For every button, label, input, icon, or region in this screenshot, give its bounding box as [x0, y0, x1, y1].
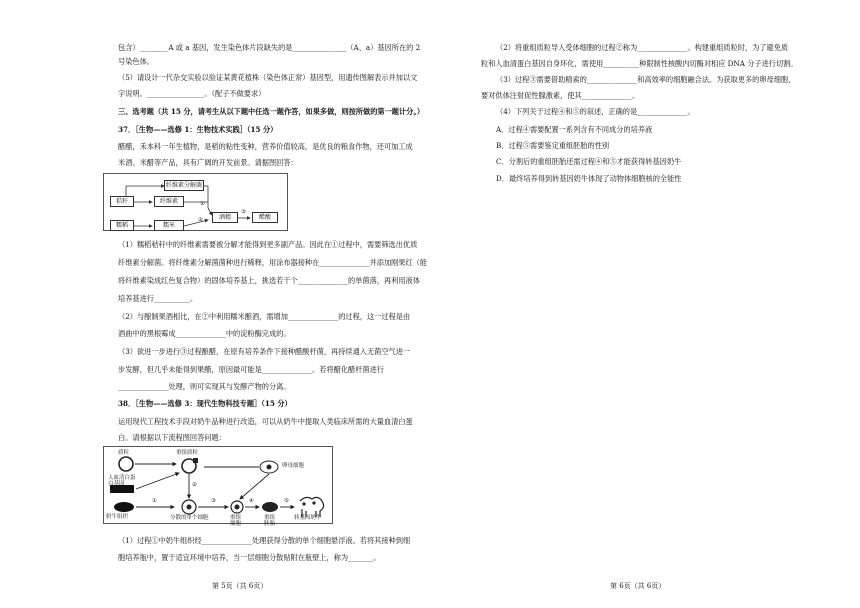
transgenic-cow-label: 转基因奶牛 [294, 515, 322, 521]
text-line: 粒和人血清蛋白基因自身环化，需使用__________种限制性核酸内切酶对相应 DNA 分子进行切割。 [481, 59, 798, 68]
oocyte-label: 卵母细胞 [282, 463, 305, 469]
text-line: 米酒、米醋等产品，具有广阔的开发前景。请据图回答： [118, 158, 298, 167]
question-heading: 37．［生物——选修 1：生物技术实践］（15 分） [118, 125, 278, 134]
step-label: ③ [211, 498, 216, 504]
choice-a: A．过程④需要配置一系列含有不同成分的培养液 [496, 125, 653, 134]
text-line: 培养基进行__________。 [118, 294, 198, 303]
step-label: ① [200, 201, 205, 207]
cellulase-bacteria-box: 纤维素分解菌 [165, 182, 202, 189]
text-line: （3）过程③需要借助精索的______________和高效率的细胞融合法。为获取更多的卵母细胞， [496, 75, 796, 84]
text-line: 将纤维素染成红色复合物）的固体培养基上，挑选若干个______________的单菌落，再利用液体 [118, 276, 420, 285]
text-line: （3）欲进一步进行③过程酿醋，在原有培养条件下接种醋酸杆菌，再持续通入无菌空气进一 [118, 347, 411, 356]
step-label: ④ [249, 498, 254, 504]
text-line: 包含）________A 或 a 基因，发生染色体片段缺失的是_______________（A、a）基因所在的 2 [118, 43, 421, 52]
fermentation-flow-diagram [103, 173, 288, 231]
section-heading: 三、选考题（共 15 分，请考生从以下题中任选一题作答，如果多做，则按所做的第一题计分。） [118, 107, 425, 116]
step-label: ② [192, 482, 197, 488]
page-number-right: 第 6页（共 6页） [610, 582, 666, 590]
cow-tissue-label: 奶牛组织 [106, 514, 129, 520]
text-line: （1）过程①中奶牛组织经______________处理获得分散的单个细胞悬浮液。若将其接种到细 [118, 536, 411, 545]
text-line: 醋醋，禾本科一年生植物，是稻的粘性变种，营养价值较高，是优良的粮食作物，还可加工成 [118, 142, 413, 151]
cellulose-box: 纤维素 [154, 196, 184, 207]
page-number-left: 第 5页（共 6页） [212, 582, 268, 590]
step-label: ② [198, 217, 203, 223]
acetic-acid-box: 醋酸 [252, 212, 278, 223]
step-label: ⑤ [284, 498, 289, 504]
text-line: 白。请根据以下流程图回答问题： [118, 433, 226, 442]
text-line: 纤维素分解菌。将纤维素分解菌菌种进行稀释，用涂布器接种在______________并添加刚果红（能 [118, 258, 428, 267]
text-line: （2）与酿制果酒相比，在②中利用糯米酿酒，需增加______________的过程，这一过程是由 [118, 312, 411, 321]
text-line: 要对供体注射促性腺激素，使其______________。 [481, 91, 640, 100]
text-line: （1）糯稻秸秆中的纤维素需要被分解才能得到更多副产品。因此在①过程中，需要筛选出优质 [118, 240, 418, 249]
text-line: 酒曲中的黑根霉成______________中的淀粉酶完成的。 [118, 329, 291, 338]
choice-d: D．最终培养得到转基因奶牛体现了动物体细胞核的全能性 [496, 174, 682, 183]
text-line: 步发酵，但几乎未能得到果醋，原因最可能是______________。若将醋化醋杆菌进行 [118, 365, 384, 374]
single-cells-label: 分散的单个细胞 [170, 515, 209, 521]
text-line: 号染色体。 [118, 57, 154, 66]
straw-box: 秸秆 [110, 196, 134, 207]
recombinant-cell-label: 重组细胞 [230, 515, 242, 527]
glutinous-rice-box: 糯米 [154, 220, 184, 231]
alcohol-box: 酒精 [212, 212, 238, 223]
question-heading: 38．［生物——选修 3：现代生物科技专题］（15 分） [118, 399, 292, 408]
text-line: ______________处理，则可实现其与发酵产物的分离。 [118, 382, 291, 391]
text-line: （5）请设计一代杂交实验以验证某黄花植株（染色体正常）基因型，用遗传图解表示并加以文 [118, 73, 418, 82]
text-line: 运用现代工程技术手段对奶牛品种进行改造，可以从奶牛中提取人类临床所需的大量血清白蛋 [118, 417, 413, 426]
albumin-gene-label: 人血清白蛋白基因 [108, 475, 136, 487]
text-line: （4）下列关于过程④和⑤的叙述，正确的是______________。 [496, 107, 695, 116]
text-line: 字说明。________________。（配子不做要求） [118, 89, 266, 98]
recombinant-embryo-label: 重组胚胎 [264, 515, 276, 527]
text-line: 胞培养瓶中，置于适宜环境中培养，当一层细胞分散贴附在瓶壁上，称为_______。 [118, 553, 381, 562]
transgenic-cow-flow-diagram [103, 446, 333, 527]
glutinous-rice-plant-box: 糯稻 [110, 220, 134, 231]
step-label: ① [152, 498, 157, 504]
recombinant-plasmid-label: 重组质粒 [176, 450, 199, 456]
text-line: （2）将重组质粒导入受体细胞的过程②称为______________。构建重组质粒时，为了避免质 [496, 43, 789, 52]
choice-c: C．分割后的重组胚胎还需过程④和⑤才能获得转基因奶牛 [496, 157, 682, 166]
step-label: ③ [241, 209, 246, 215]
choice-b: B．过程⑤需要鉴定重组胚胎的性别 [496, 141, 610, 150]
plasmid-label: 质粒 [118, 450, 130, 456]
